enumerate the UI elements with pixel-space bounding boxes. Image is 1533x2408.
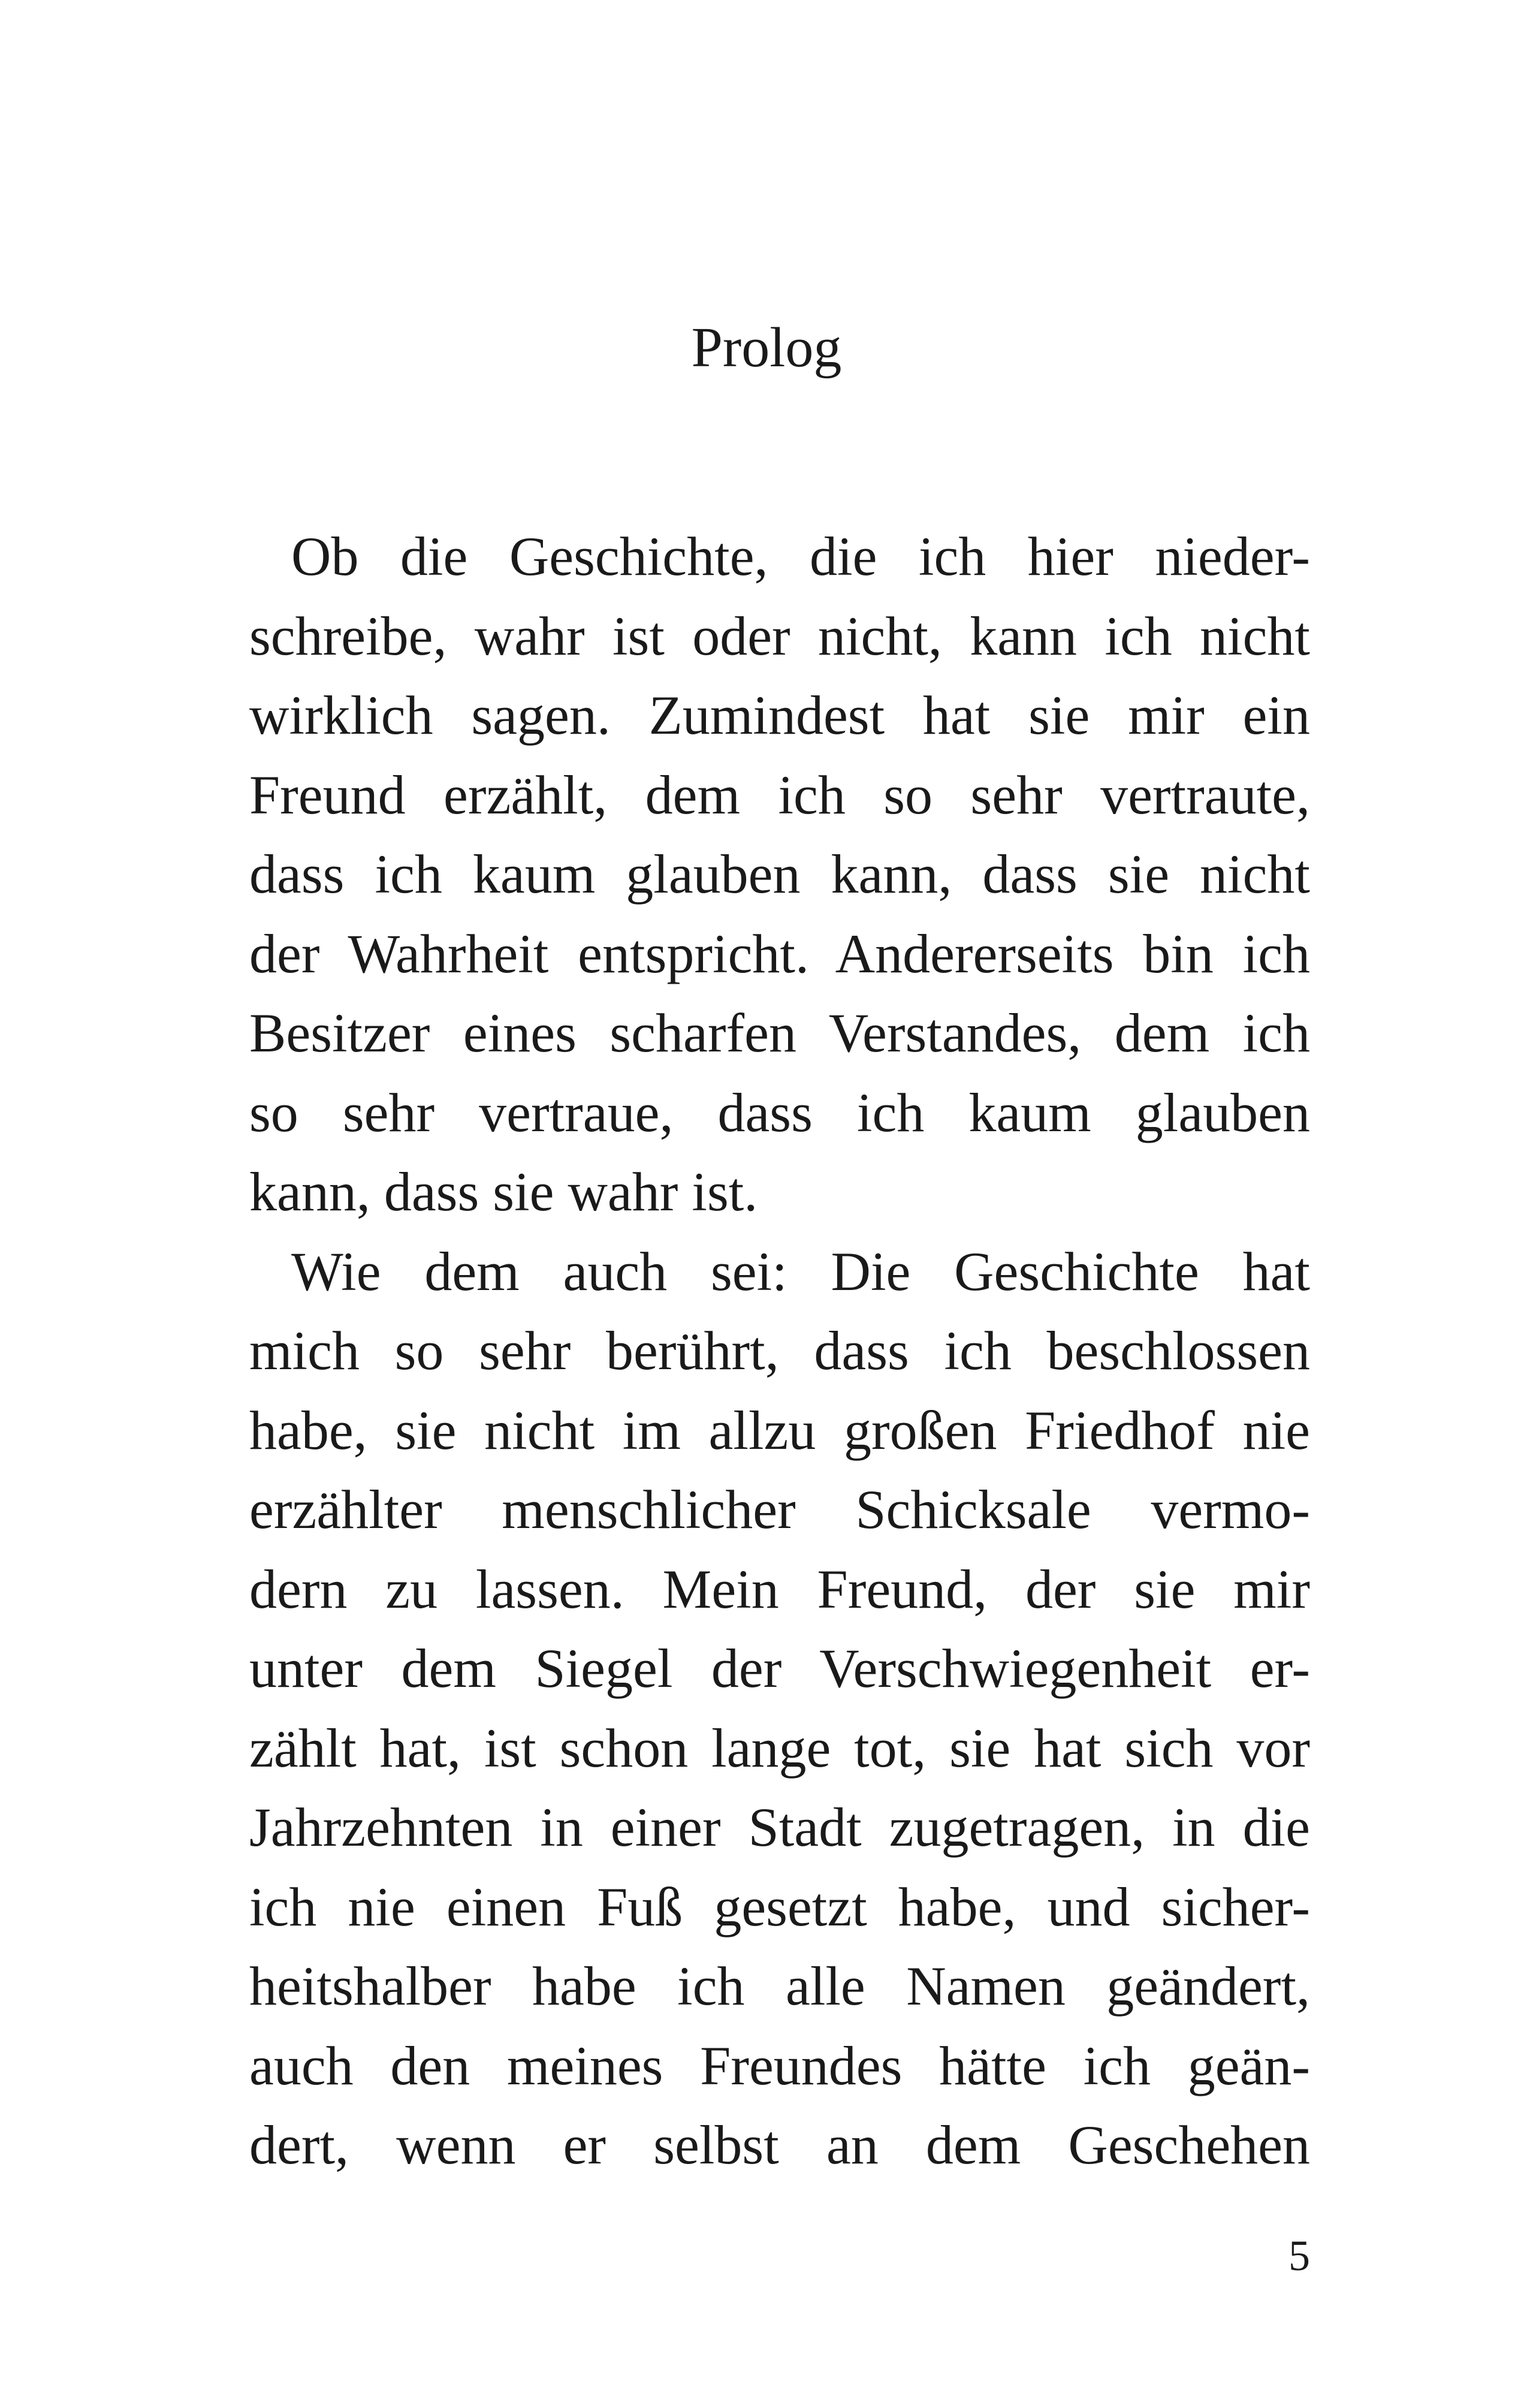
page-number: 5 <box>1288 2232 1310 2280</box>
text-line: Wie dem auch sei: Die Geschichte hat <box>291 1240 1310 1302</box>
text-line: kann, dass sie wahr ist. <box>249 1161 758 1222</box>
text-line: der Wahrheit entspricht. Andererseits bin ich <box>249 923 1310 984</box>
text-line: mich so sehr berührt, dass ich beschlossen <box>249 1320 1310 1381</box>
body-text <box>249 517 1310 2185</box>
text-line: Freund erzählt, dem ich so sehr vertraute, <box>249 764 1310 825</box>
text-line: zählt hat, ist schon lange tot, sie hat sich vor <box>249 1717 1310 1779</box>
text-line: unter dem Siegel der Verschwiegenheit er- <box>249 1638 1310 1699</box>
text-line: auch den meines Freundes hätte ich geän- <box>249 2035 1310 2096</box>
text-line: wirklich sagen. Zumindest hat sie mir ein <box>249 685 1310 746</box>
chapter-title: Prolog <box>691 317 842 379</box>
text-line: Besitzer eines scharfen Verstandes, dem ich <box>249 1002 1310 1063</box>
text-line: erzählter menschlicher Schicksale vermo- <box>249 1479 1310 1540</box>
text-line: dert, wenn er selbst an dem Geschehen <box>249 2114 1310 2175</box>
text-line: heitshalber habe ich alle Namen geändert, <box>249 1955 1310 2017</box>
text-line: dern zu lassen. Mein Freund, der sie mir <box>249 1558 1310 1620</box>
text-line: Ob die Geschichte, die ich hier nieder- <box>291 526 1310 587</box>
text-line: Jahrzehnten in einer Stadt zugetragen, in die <box>249 1797 1310 1858</box>
text-line: so sehr vertraue, dass ich kaum glauben <box>249 1081 1310 1143</box>
text-line: habe, sie nicht im allzu großen Friedhof nie <box>249 1399 1310 1461</box>
text-line: schreibe, wahr ist oder nicht, kann ich nicht <box>249 605 1310 667</box>
text-line: ich nie einen Fuß gesetzt habe, und sicher- <box>249 1876 1310 1937</box>
text-line: dass ich kaum glauben kann, dass sie nicht <box>249 843 1310 905</box>
